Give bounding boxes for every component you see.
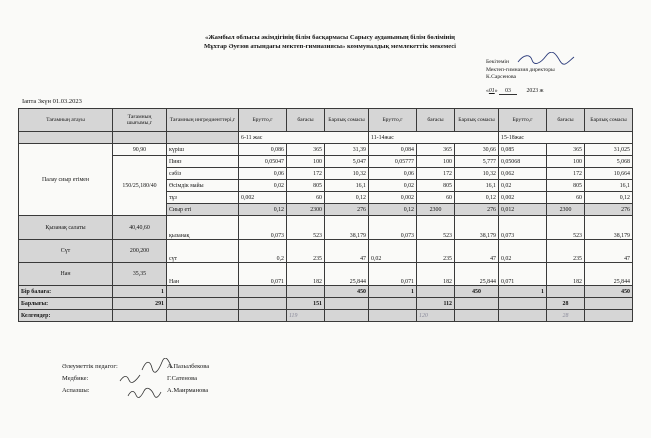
dish-name: Қызанақ салаты xyxy=(19,216,113,240)
ingredient: тұз xyxy=(167,192,239,204)
cell: 5,068 xyxy=(585,156,633,168)
handwritten-signature xyxy=(140,358,174,374)
dish-yield: 150/25,180/40 xyxy=(113,156,167,216)
cell: 0,002 xyxy=(499,192,547,204)
col-header: бағасы xyxy=(287,109,325,132)
cell: 276 xyxy=(325,204,369,216)
cell: 182 xyxy=(287,263,325,286)
cell: 0,05777 xyxy=(369,156,417,168)
menu-date: Іапта 3күн 01.03.2023 xyxy=(22,98,82,105)
handwritten-signature xyxy=(118,372,142,384)
cell: 0,05047 xyxy=(239,156,287,168)
cell: 235 xyxy=(287,240,325,263)
cell: 0,02 xyxy=(369,180,417,192)
ingredient: қызанақ xyxy=(167,216,239,240)
cell: 0,02 xyxy=(499,240,547,263)
cell: 235 xyxy=(547,240,585,263)
cell: 47 xyxy=(585,240,633,263)
arrived-row xyxy=(19,310,633,322)
cell: 28 xyxy=(547,310,585,322)
cell: 0,086 xyxy=(239,144,287,156)
cell: 60 xyxy=(287,192,325,204)
cell: 25,844 xyxy=(585,263,633,286)
approval-date-month: 03 xyxy=(499,88,517,95)
cell: 182 xyxy=(417,263,455,286)
cell: 31,39 xyxy=(325,144,369,156)
arrived-label: Келгендер: xyxy=(19,310,113,322)
cell: 523 xyxy=(287,216,325,240)
signature-name: Г.Сатенова xyxy=(167,375,198,382)
approval-block xyxy=(486,59,636,82)
director-title: Мектеп-гимназия директоры xyxy=(486,66,555,73)
cell: 450 xyxy=(325,286,369,298)
cell: 60 xyxy=(417,192,455,204)
cell: 16,1 xyxy=(585,180,633,192)
cell: 0,012 xyxy=(499,204,547,216)
cell: 47 xyxy=(325,240,369,263)
cell: 0,05068 xyxy=(499,156,547,168)
signature-line xyxy=(62,363,209,370)
cell: 450 xyxy=(585,286,633,298)
cell: 1 xyxy=(499,286,547,298)
cell: 5,047 xyxy=(325,156,369,168)
cell: 100 xyxy=(547,156,585,168)
col-header: Тағамның ингредиенттері,г xyxy=(167,109,239,132)
cell: 0,002 xyxy=(239,192,287,204)
ingredient: сүт xyxy=(167,240,239,263)
ingredient: Пияз xyxy=(167,156,239,168)
ingredient: күріш xyxy=(167,144,239,156)
cell: 151 xyxy=(287,298,325,310)
cell: 0,085 xyxy=(499,144,547,156)
cell: 10,32 xyxy=(325,168,369,180)
dish-name: Нан xyxy=(19,263,113,286)
cell: 1 xyxy=(369,286,417,298)
cell: 10,664 xyxy=(585,168,633,180)
cell: 0,073 xyxy=(499,216,547,240)
cell: 0,084 xyxy=(369,144,417,156)
cell: 805 xyxy=(417,180,455,192)
org-header-line1: «Жамбыл облысы әкімдігінің білім басқармасы Сарысу ауданының білім бөлімінің xyxy=(205,34,455,41)
col-header: бағасы xyxy=(547,109,585,132)
cell: 120 xyxy=(417,310,455,322)
cell: 0,073 xyxy=(239,216,287,240)
cell: 60 xyxy=(547,192,585,204)
table-row xyxy=(19,240,633,263)
signature-name: А.Пазылбекова xyxy=(167,363,210,370)
handwritten-signature xyxy=(126,386,162,400)
cell: 523 xyxy=(417,216,455,240)
cell: 172 xyxy=(547,168,585,180)
cell: 805 xyxy=(287,180,325,192)
cell: 2300 xyxy=(547,204,585,216)
cell: 365 xyxy=(547,144,585,156)
menu-table xyxy=(18,108,633,322)
cell: 28 xyxy=(547,298,585,310)
cell: 291 xyxy=(113,298,167,310)
signature-role: Аспазшы: xyxy=(62,387,90,394)
cell: 0,002 xyxy=(369,192,417,204)
dish-name: Палау сиыр етімен xyxy=(19,144,113,216)
ingredient: Нан xyxy=(167,263,239,286)
cell: 0,071 xyxy=(369,263,417,286)
cell: 38,179 xyxy=(585,216,633,240)
cell: 2300 xyxy=(417,204,455,216)
header-row xyxy=(19,109,633,132)
dish-name: Сүт xyxy=(19,240,113,263)
cell: 1 xyxy=(113,286,167,298)
cell: 182 xyxy=(547,263,585,286)
cell: 276 xyxy=(585,204,633,216)
cell: 31,025 xyxy=(585,144,633,156)
col-header: Брутто,г xyxy=(499,109,547,132)
cell: 172 xyxy=(287,168,325,180)
table-row xyxy=(19,144,633,156)
cell: 0,073 xyxy=(369,216,417,240)
cell: 0,071 xyxy=(499,263,547,286)
cell: 0,06 xyxy=(239,168,287,180)
table-row xyxy=(19,263,633,286)
approval-date-year: 2023 ж xyxy=(526,88,544,94)
age-group: 15-18жас xyxy=(499,132,633,144)
signature-role: Әлеуметтік педагог: xyxy=(62,363,118,370)
cell: 0,062 xyxy=(499,168,547,180)
approval-date: «01» 03 2023 ж xyxy=(486,88,544,94)
cell: 16,1 xyxy=(325,180,369,192)
cell: 450 xyxy=(455,286,499,298)
cell: 0,02 xyxy=(239,180,287,192)
org-header-line2: Мұхтар Әуезов атындағы мектеп-гимназиясы» коммуналдық мемлекеттік мекемесі xyxy=(204,43,456,50)
col-header: бағасы xyxy=(417,109,455,132)
director-name: К.Сарсенова xyxy=(486,74,517,81)
cell: 2300 xyxy=(287,204,325,216)
cell: 172 xyxy=(417,168,455,180)
cell: 0,12 xyxy=(585,192,633,204)
age-group: 6-11 жас xyxy=(239,132,369,144)
age-group-row xyxy=(19,132,633,144)
cell: 0,06 xyxy=(369,168,417,180)
table-row xyxy=(19,216,633,240)
cell: 0,12 xyxy=(325,192,369,204)
cell: 38,179 xyxy=(325,216,369,240)
cell: 100 xyxy=(287,156,325,168)
cell: 365 xyxy=(287,144,325,156)
signature-name: А.Маирманова xyxy=(167,387,209,394)
cell: 0,02 xyxy=(499,180,547,192)
col-header: Барлық сомасы xyxy=(325,109,369,132)
cell: 16,1 xyxy=(455,180,499,192)
approved-label: Бекітемін xyxy=(486,59,509,65)
cell: 30,66 xyxy=(455,144,499,156)
age-group: 11-14жас xyxy=(369,132,499,144)
total-row xyxy=(19,298,633,310)
cell: 10,32 xyxy=(455,168,499,180)
cell: 276 xyxy=(455,204,499,216)
cell: 112 xyxy=(417,298,455,310)
ingredient: Сиыр еті xyxy=(167,204,239,216)
cell: 805 xyxy=(547,180,585,192)
col-header: Брутто,г xyxy=(239,109,287,132)
cell: 38,179 xyxy=(455,216,499,240)
cell: 0,2 xyxy=(239,240,287,263)
cell: 0,12 xyxy=(455,192,499,204)
cell: 119 xyxy=(287,310,325,322)
total-label: Барлығы: xyxy=(19,298,113,310)
cell: 0,071 xyxy=(239,263,287,286)
dish-yield: 200,200 xyxy=(113,240,167,263)
cell: 0,02 xyxy=(369,240,417,263)
signature-role: Медбике: xyxy=(62,375,89,382)
cell: 47 xyxy=(455,240,499,263)
approval-date-day: 01 xyxy=(488,88,495,94)
col-header: Тағамның атауы xyxy=(19,109,113,132)
dish-yield: 90,90 xyxy=(113,144,167,156)
dish-yield: 40,40,60 xyxy=(113,216,167,240)
cell: 0,12 xyxy=(369,204,417,216)
col-header: Тағамның шығымы,г xyxy=(113,109,167,132)
cell: 235 xyxy=(417,240,455,263)
cell: 5,777 xyxy=(455,156,499,168)
col-header: Барлық сомасы xyxy=(585,109,633,132)
cell: 523 xyxy=(547,216,585,240)
ingredient: сәбіз xyxy=(167,168,239,180)
per-child-row xyxy=(19,286,633,298)
cell: 25,844 xyxy=(325,263,369,286)
per-child-label: Бір балаға: xyxy=(19,286,113,298)
col-header: Брутто,г xyxy=(369,109,417,132)
cell: 365 xyxy=(417,144,455,156)
col-header: Барлық сомасы xyxy=(455,109,499,132)
cell: 25,844 xyxy=(455,263,499,286)
cell: 0,12 xyxy=(239,204,287,216)
cell: 100 xyxy=(417,156,455,168)
ingredient: Өсімдік майы xyxy=(167,180,239,192)
dish-yield: 35,35 xyxy=(113,263,167,286)
